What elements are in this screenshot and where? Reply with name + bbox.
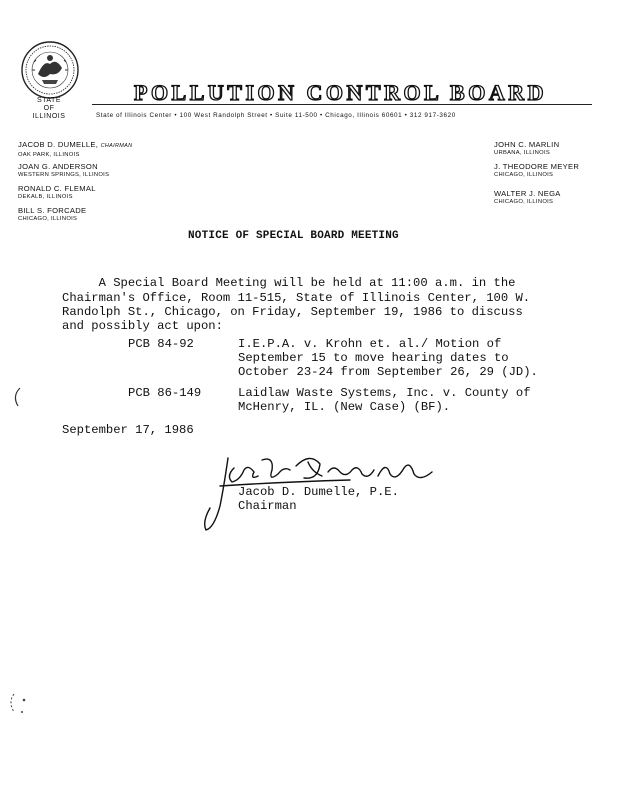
board-address: State of Illinois Center • 100 West Randolph Street • Suite 11-500 • Chicago, Illinois 60601 • 312 917-3620 bbox=[96, 112, 456, 119]
member-name: RONALD C. FLEMAL bbox=[18, 184, 96, 193]
case-description-line: Laidlaw Waste Systems, Inc. v. County of bbox=[238, 386, 531, 400]
case-description-line: McHenry, IL. (New Case) (BF). bbox=[238, 400, 451, 414]
member-forcade bbox=[18, 206, 86, 223]
member-anderson bbox=[18, 162, 109, 179]
member-name: J. THEODORE MEYER bbox=[494, 162, 580, 171]
member-nega bbox=[494, 189, 561, 206]
member-city: WESTERN SPRINGS, ILLINOIS bbox=[18, 172, 110, 178]
case-description-line: October 23-24 from September 26, 29 (JD). bbox=[238, 365, 538, 379]
member-name: JACOB D. DUMELLE, bbox=[18, 140, 99, 149]
case-number: PCB 86-149 bbox=[128, 386, 202, 400]
signer-name: Jacob D. Dumelle, P.E. bbox=[238, 485, 399, 499]
member-city: DEKALB, ILLINOIS bbox=[18, 194, 73, 200]
case-description-line: I.E.P.A. v. Krohn et. al./ Motion of bbox=[238, 337, 502, 351]
seal-state-line: ILLINOIS bbox=[32, 113, 66, 120]
notice-body-line: A Special Board Meeting will be held at 11:00 a.m. in the bbox=[62, 276, 516, 290]
member-marlin bbox=[494, 140, 559, 157]
member-role: CHAIRMAN bbox=[100, 143, 133, 149]
member-city: CHICAGO, ILLINOIS bbox=[18, 216, 78, 222]
notice-date: September 17, 1986 bbox=[62, 423, 194, 437]
seal-state-line: STATE bbox=[36, 97, 62, 104]
member-dumelle bbox=[18, 140, 132, 159]
signer-title: Chairman bbox=[238, 499, 297, 513]
notice-body-line: Randolph St., Chicago, on Friday, September 19, 1986 to discuss bbox=[62, 305, 523, 319]
seal-state-line: OF bbox=[43, 105, 55, 112]
member-city: CHICAGO, ILLINOIS bbox=[494, 172, 554, 178]
member-city: CHICAGO, ILLINOIS bbox=[494, 199, 554, 205]
state-seal-icon bbox=[20, 40, 80, 100]
header-divider bbox=[92, 104, 592, 105]
member-name: JOHN C. MARLIN bbox=[494, 140, 560, 149]
member-flemal bbox=[18, 184, 96, 201]
notice-body-line: and possibly act upon: bbox=[62, 319, 223, 333]
member-meyer bbox=[494, 162, 579, 179]
board-title: POLLUTION CONTROL BOARD bbox=[134, 80, 547, 105]
case-description-line: September 15 to move hearing dates to bbox=[238, 351, 509, 365]
member-name: BILL S. FORCADE bbox=[18, 206, 87, 215]
notice-body-line: Chairman's Office, Room 11-515, State of Illinois Center, 100 W. bbox=[62, 291, 531, 305]
member-city: OAK PARK, ILLINOIS bbox=[18, 152, 80, 158]
notice-title: NOTICE OF SPECIAL BOARD MEETING bbox=[188, 230, 399, 242]
member-name: WALTER J. NEGA bbox=[494, 189, 561, 198]
case-number: PCB 84-92 bbox=[128, 337, 194, 351]
member-city: URBANA, ILLINOIS bbox=[494, 150, 551, 156]
member-name: JOAN G. ANDERSON bbox=[18, 162, 98, 171]
